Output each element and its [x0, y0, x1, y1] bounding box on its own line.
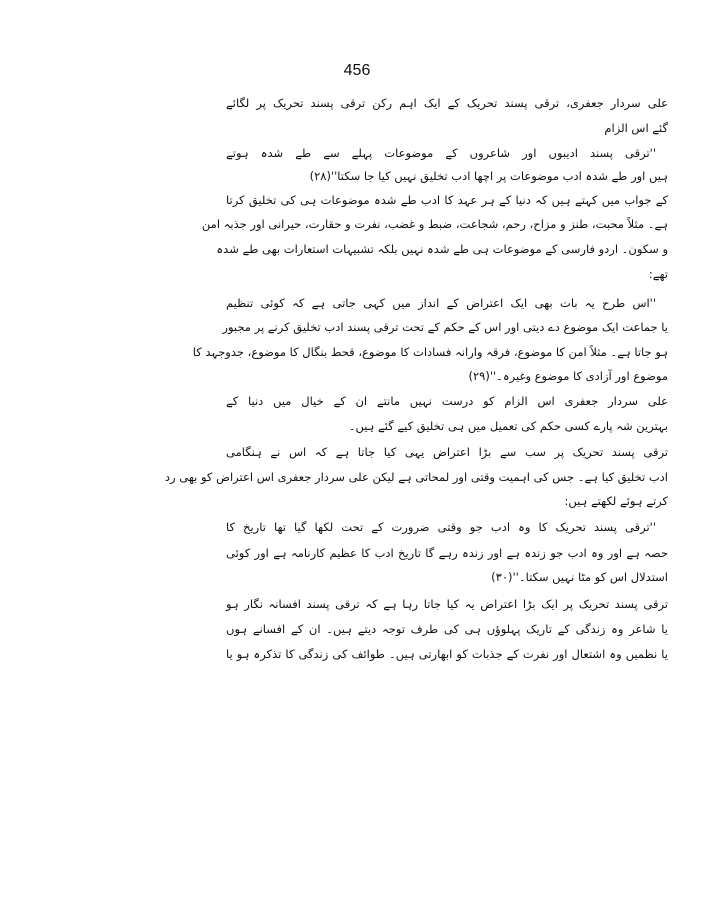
text-line: کرتے ہوئے لکھتے ہیں: [564, 494, 668, 508]
text-line: تھے: [648, 267, 668, 281]
text-line: یا جماعت ایک موضوع دے دیتی اور اس کے حکم کے تحت ترقی پسند ادب تخلیق کرنے پر مجبور [222, 320, 668, 334]
text-line: گئے اس الزام [604, 121, 668, 135]
text-line: استدلال اس کو مٹا نہیں سکتا۔''(۳۰) [491, 570, 668, 584]
text-line: ترقی پسند تحریک پر سب سے بڑا اعتراض یہی کیا جاتا ہے کہ اس نے ہنگامی [226, 445, 668, 459]
text-line: علی سردار جعفری اس الزام کو درست نہیں مانتے ان کے خیال میں دنیا کے [226, 394, 668, 408]
text-line: کے جواب میں کہتے ہیں کہ دنیا کے ہر عہد کا ادب طے شدہ موضوعات ہی کی تخلیق کرتا [226, 193, 668, 207]
text-line: یا نظمیں وہ اشتعال اور نفرت کے جذبات کو ابھارتی ہیں۔ طوائف کی زندگی کا تذکرہ ہو یا [226, 647, 668, 661]
text-line: ترقی پسند تحریک پر ایک بڑا اعتراض یہ کیا جاتا رہا ہے کہ ترقی پسند افسانہ نگار ہو [226, 597, 668, 611]
text-line: ''اس طرح یہ بات بھی ایک اعتراض کے انداز میں کہی جاتی ہے کہ کوئی تنظیم [226, 296, 656, 310]
text-line: موضوع اور آزادی کا موضوع وغیرہ۔''(۲۹) [468, 369, 668, 383]
text-line: و سکون۔ اردو فارسی کے موضوعات ہی طے شدہ نہیں بلکہ تشبیہات استعارات بھی طے شدہ [216, 242, 668, 256]
text-line: علی سردار جعفری، ترقی پسند تحریک کے ایک اہم رکن ترقی پسند تحریک پر لگائے [226, 96, 668, 110]
text-line: یا شاعر وہ زندگی کے تاریک پہلوؤں ہی کی طرف توجہ دیتے ہیں۔ ان کے افسانے ہوں [226, 622, 668, 636]
text-line: ''ترقی پسند تحریک کا وہ ادب جو وقتی ضرورت کے تحت لکھا گیا تھا تاریخ کا [226, 520, 656, 534]
text-line: ہو جاتا ہے۔ مثلاً امن کا موضوع، فرقہ وارانہ فسادات کا موضوع، قحط بنگال کا موضوع، جدوجہد کا [192, 345, 668, 359]
text-line: ادب تخلیق کیا ہے۔ جس کی اہمیت وقتی اور لمحاتی ہے لیکن علی سردار جعفری اس اعتراض کو بھی رد [164, 470, 668, 484]
text-line: حصہ ہے اور وہ ادب جو زندہ ہے اور زندہ رہے گا تاریخ ادب کا عظیم کارنامہ ہے اور کوئی [226, 546, 668, 560]
text-line: بہترین شہ پارے کسی حکم کی تعمیل میں ہی تخلیق کیے گئے ہیں۔ [348, 419, 668, 433]
text-line: ''ترقی پسند ادیبوں اور شاعروں کے موضوعات پہلے سے طے شدہ ہوتے [226, 146, 656, 160]
page-number: 456 [343, 62, 371, 79]
text-line: ہے۔ مثلاً محبت، طنز و مزاح، رحم، شجاعت، ضبط و غضب، نفرت و حقارت، حیرانی اور جذبہ امن [201, 217, 668, 231]
text-line: ہیں اور طے شدہ ادب موضوعات پر اچھا ادب تخلیق نہیں کیا جا سکتا''(۲۸) [309, 169, 668, 183]
